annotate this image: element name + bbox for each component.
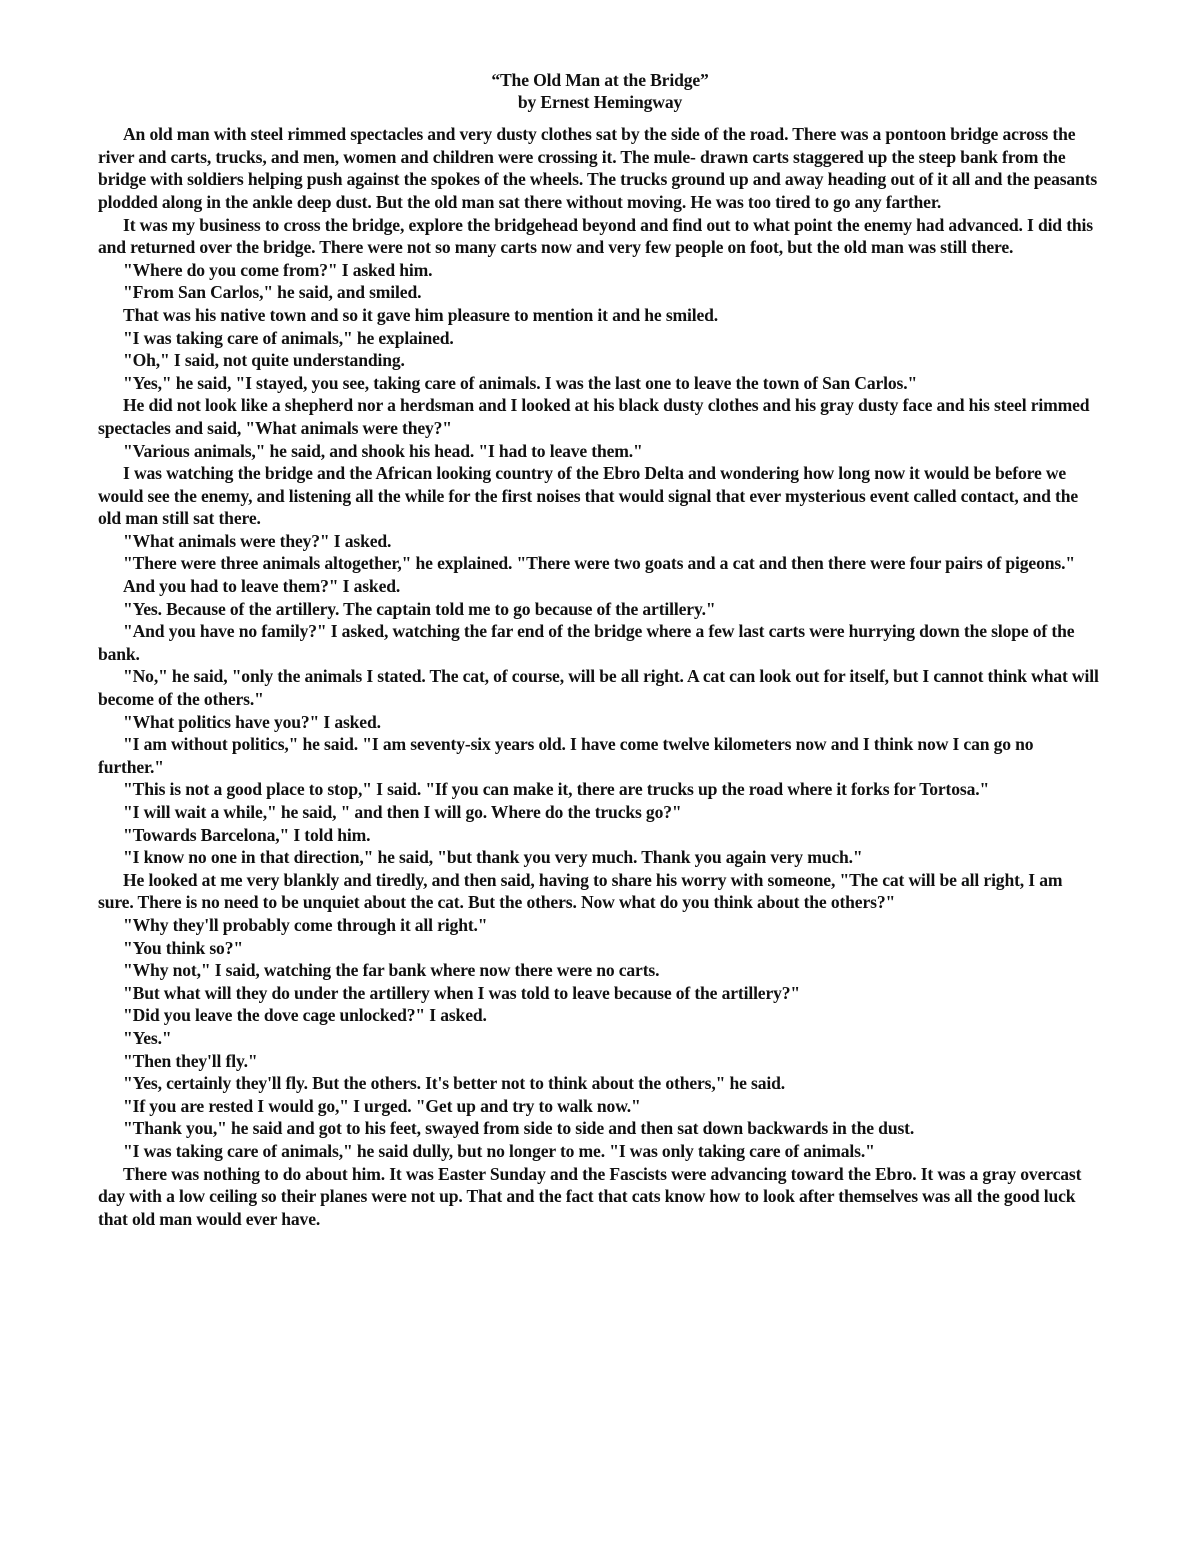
paragraph: "This is not a good place to stop," I said. "If you can make it, there are trucks up the road where it forks for Tortosa." xyxy=(123,779,990,800)
paragraph: "I was taking care of animals," he explained. xyxy=(123,327,454,348)
paragraph: "Various animals," he said, and shook his head. "I had to leave them." xyxy=(123,440,643,461)
paragraph: "Did you leave the dove cage unlocked?" I asked. xyxy=(123,1005,487,1026)
paragraph: "If you are rested I would go," I urged. "Get up and try to walk now." xyxy=(123,1095,641,1116)
paragraph: He looked at me very blankly and tiredly, and then said, having to share his worry with someone, "The cat will be all right, I am sure. There is no need to be unquiet about the cat. But the others. Now what do you think about the others?" xyxy=(98,869,1063,913)
paragraph: "Where do you come from?" I asked him. xyxy=(123,259,433,280)
paragraph: "Then they'll fly." xyxy=(123,1050,258,1071)
paragraph: That was his native town and so it gave him pleasure to mention it and he smiled. xyxy=(123,304,719,325)
paragraph: "You think so?" xyxy=(123,937,243,958)
paragraph: "But what will they do under the artillery when I was told to leave because of the artillery?" xyxy=(123,982,801,1003)
title-block xyxy=(98,70,1102,113)
paragraph: "Why they'll probably come through it all right." xyxy=(123,914,488,935)
paragraph: "From San Carlos," he said, and smiled. xyxy=(123,282,422,303)
paragraph: "Yes." xyxy=(123,1027,172,1048)
paragraph: "Yes, certainly they'll fly. But the others. It's better not to think about the others," he said. xyxy=(123,1073,785,1094)
paragraph: "No," he said, "only the animals I stated. The cat, of course, will be all right. A cat can look out for itself, but I cannot think what will become of the others." xyxy=(98,666,1099,710)
document-byline: by Ernest Hemingway xyxy=(517,91,683,112)
paragraph: "I am without politics," he said. "I am seventy-six years old. I have come twelve kilometers now and I think now I can go no further." xyxy=(98,734,1034,777)
paragraph: "Thank you," he said and got to his feet, swayed from side to side and then sat down backwards in the dust. xyxy=(123,1118,915,1139)
paragraph: It was my business to cross the bridge, explore the bridgehead beyond and find out to what point the enemy had advanced. I did this and returned over the bridge. There were not so many carts now and very few people on foot, but the old man was still there. xyxy=(98,214,1093,258)
paragraph: I was watching the bridge and the African looking country of the Ebro Delta and wondering how long now it would be before we would see the enemy, and listening all the while for the first noises that would signal that ever mysterious event called contact, and the old man still sat there. xyxy=(98,463,1078,529)
paragraph: "And you have no family?" I asked, watching the far end of the bridge where a few last carts were hurrying down the slope of the bank. xyxy=(98,621,1075,664)
paragraph: "I will wait a while," he said, " and then I will go. Where do the trucks go?" xyxy=(123,802,682,822)
paragraph: He did not look like a shepherd nor a herdsman and I looked at his black dusty clothes and his gray dusty face and his steel rimmed spectacles and said, "What animals were they?" xyxy=(98,395,1090,438)
paragraph: An old man with steel rimmed spectacles and very dusty clothes sat by the side of the road. There was a pontoon bridge across the river and carts, trucks, and men, women and children were crossing it. The mule- drawn carts staggered up the steep bank from the bridge with soldiers helping push against the spokes of the wheels. The trucks ground up and away heading out of it all and the peasants plodded along in the ankle deep dust. But the old man sat there without moving. He was too tired to go any farther. xyxy=(98,124,1098,212)
paragraph: And you had to leave them?" I asked. xyxy=(123,576,401,597)
paragraph: "Yes," he said, "I stayed, you see, taking care of animals. I was the last one to leave the town of San Carlos." xyxy=(123,372,918,393)
paragraph: "Oh," I said, not quite understanding. xyxy=(123,350,405,371)
paragraph: "Why not," I said, watching the far bank where now there were no carts. xyxy=(123,960,660,981)
paragraph: "I was taking care of animals," he said dully, but no longer to me. "I was only taking care of animals." xyxy=(123,1140,875,1161)
paragraph: There was nothing to do about him. It was Easter Sunday and the Fascists were advancing toward the Ebro. It was a gray overcast day with a low ceiling so their planes were not up. That and the fact that cats know how to look after themselves was all the good luck that old man would ever have. xyxy=(98,1163,1082,1229)
paragraph: "Yes. Because of the artillery. The captain told me to go because of the artillery." xyxy=(123,598,716,619)
paragraph: "There were three animals altogether," he explained. "There were two goats and a cat and then there were four pairs of pigeons." xyxy=(123,553,1075,574)
document-title: “The Old Man at the Bridge” xyxy=(491,70,709,90)
story-body xyxy=(98,123,1102,1230)
paragraph: "What politics have you?" I asked. xyxy=(123,711,381,732)
document-page xyxy=(98,70,1102,1230)
paragraph: "Towards Barcelona," I told him. xyxy=(123,824,371,845)
paragraph: "I know no one in that direction," he said, "but thank you very much. Thank you again very much." xyxy=(123,847,863,868)
paragraph: "What animals were they?" I asked. xyxy=(123,530,392,551)
